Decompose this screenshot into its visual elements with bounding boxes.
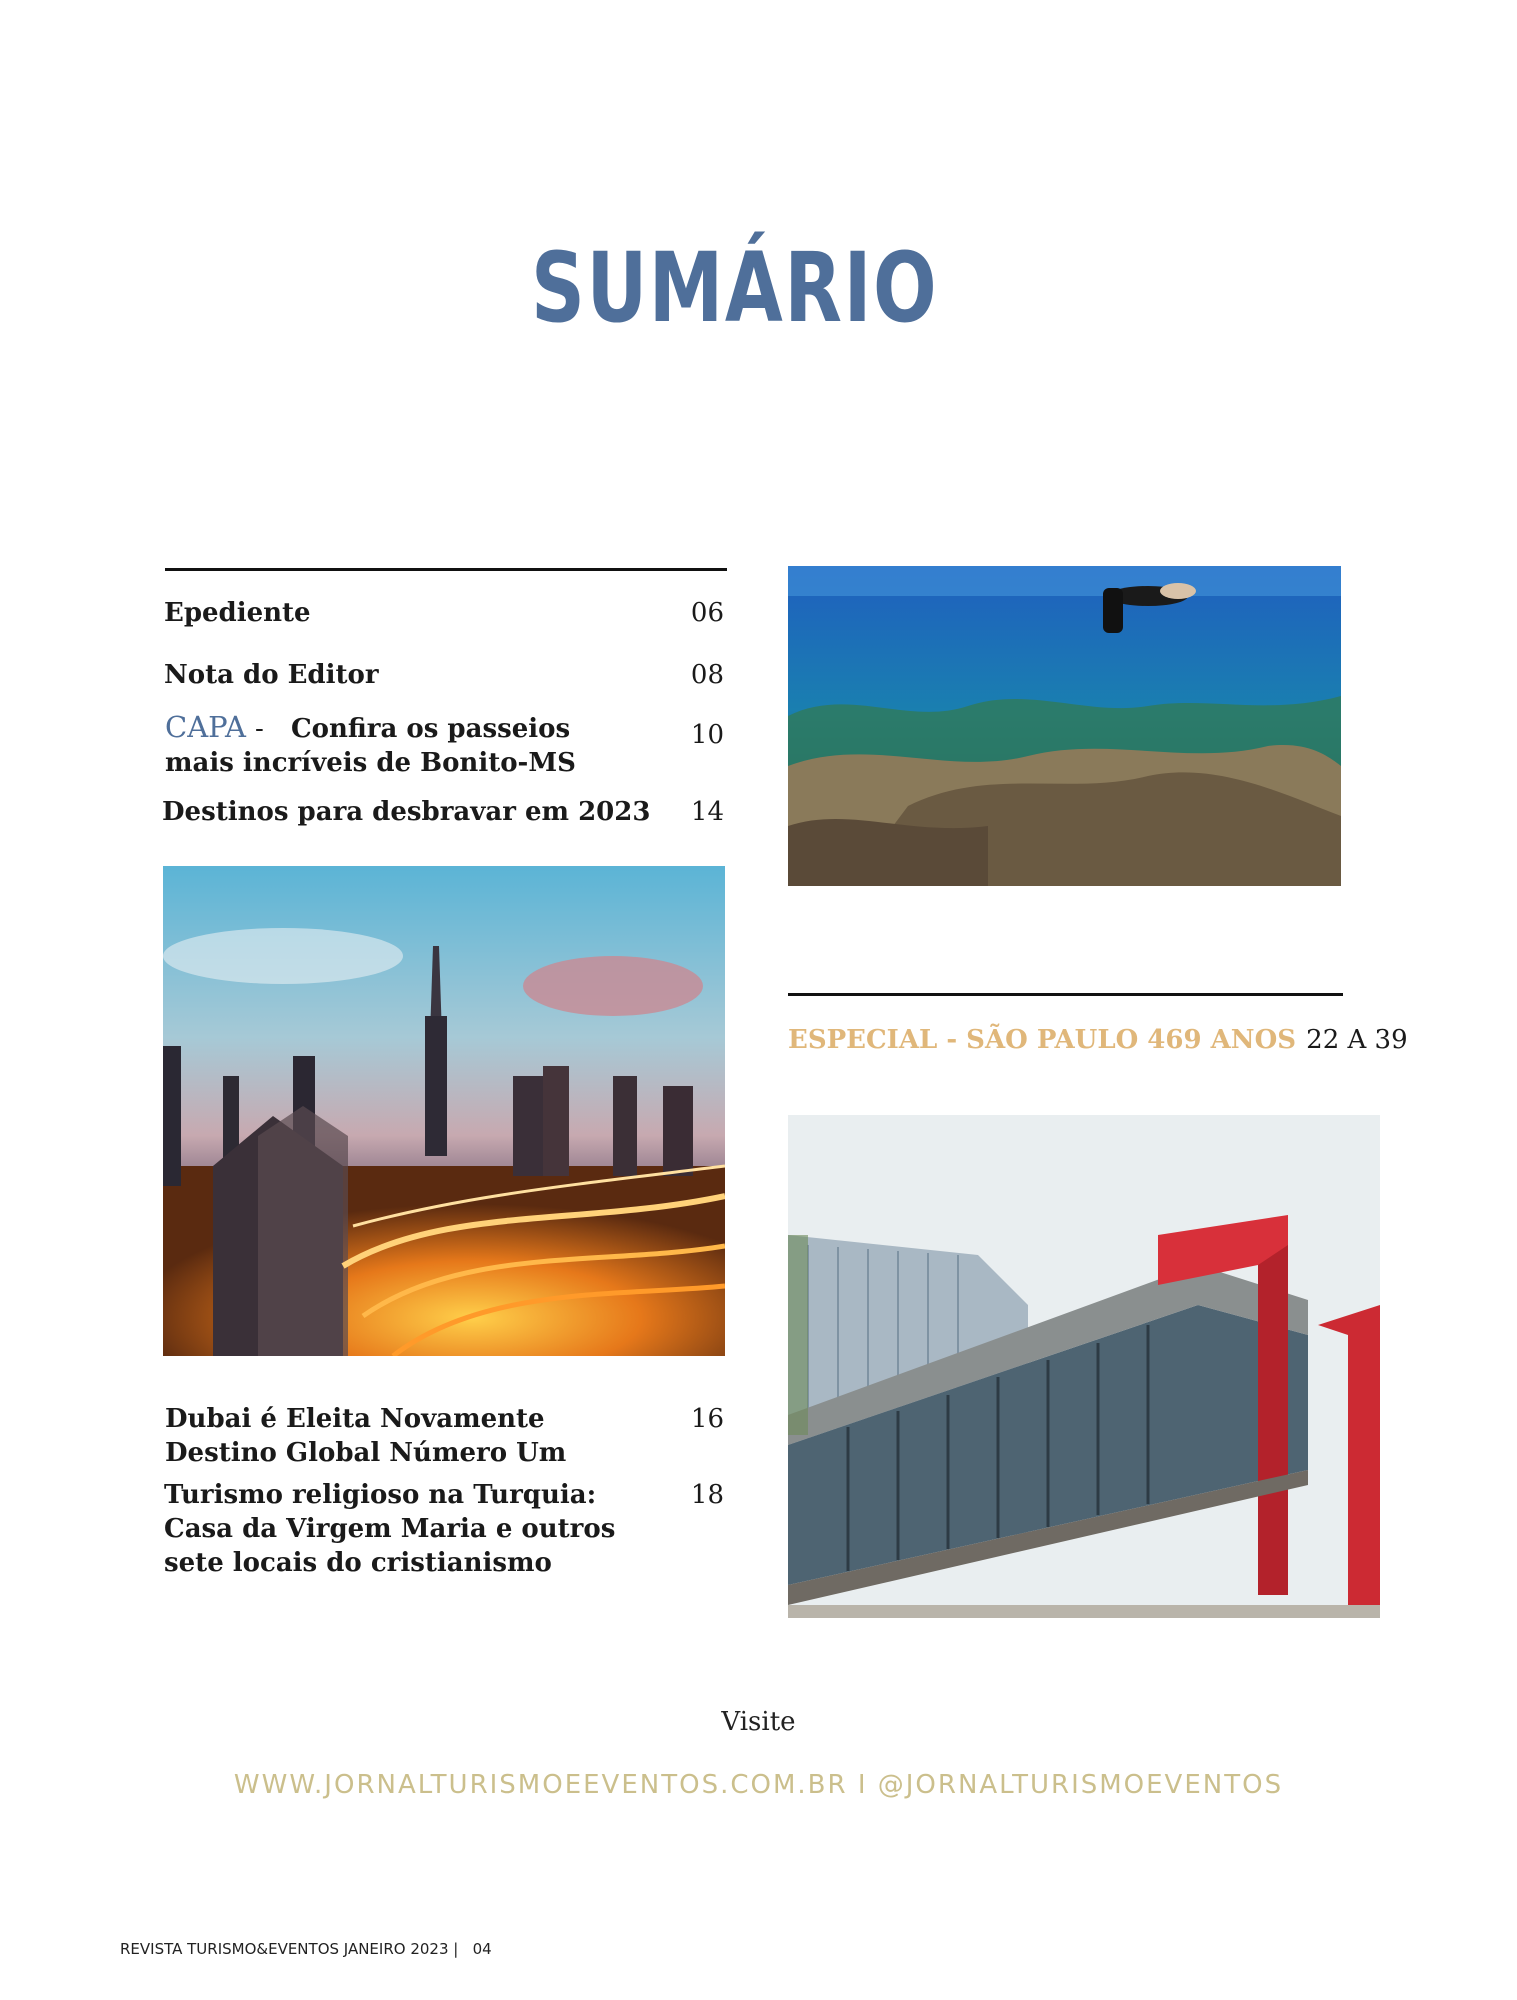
special-label: ESPECIAL - SÃO PAULO 469 ANOS	[788, 1025, 1296, 1055]
visit-label: Visite	[721, 1707, 796, 1737]
toc-item-page: 08	[690, 660, 724, 690]
toc-item-title: Confira os passeios mais incríveis de Bonito-MS	[165, 714, 576, 778]
underwater-snorkel-photo	[788, 566, 1341, 886]
toc-item-capa[interactable]	[165, 710, 615, 780]
capa-label: CAPA	[165, 710, 246, 744]
capa-dash: -	[255, 714, 264, 744]
toc-item-title[interactable]: Destinos para desbravar em 2023	[162, 797, 651, 827]
toc-item-page: 18	[690, 1480, 724, 1510]
toc-item-title[interactable]: Nota do Editor	[164, 660, 379, 690]
toc-item-page: 14	[690, 797, 724, 827]
toc-item-title[interactable]: Epediente	[164, 598, 311, 628]
toc-item-title[interactable]: Turismo religioso na Turquia: Casa da Virgem Maria e outros sete locais do cristianismo	[164, 1480, 616, 1578]
section-divider	[788, 993, 1343, 996]
toc-item-page: 10	[690, 720, 724, 750]
page-number: 04	[472, 1940, 492, 1958]
publication-info: REVISTA TURISMO&EVENTOS JANEIRO 2023 |	[120, 1940, 459, 1958]
section-divider	[165, 568, 727, 571]
dubai-skyline-photo	[163, 866, 725, 1356]
page-footer	[120, 1940, 492, 1958]
page-title: SUMÁRIO	[530, 232, 939, 344]
masp-building-photo	[788, 1115, 1380, 1618]
special-section-entry[interactable]	[788, 1025, 1408, 1055]
toc-item-page: 16	[690, 1404, 724, 1434]
website-social-links[interactable]: WWW.JORNALTURISMOEEVENTOS.COM.BR I @JORNALTURISMOEVENTOS	[233, 1770, 1284, 1800]
toc-item-title[interactable]: Dubai é Eleita Novamente Destino Global Número Um	[165, 1404, 567, 1468]
special-pages: 22 A 39	[1306, 1025, 1408, 1055]
toc-item-page: 06	[690, 598, 724, 628]
